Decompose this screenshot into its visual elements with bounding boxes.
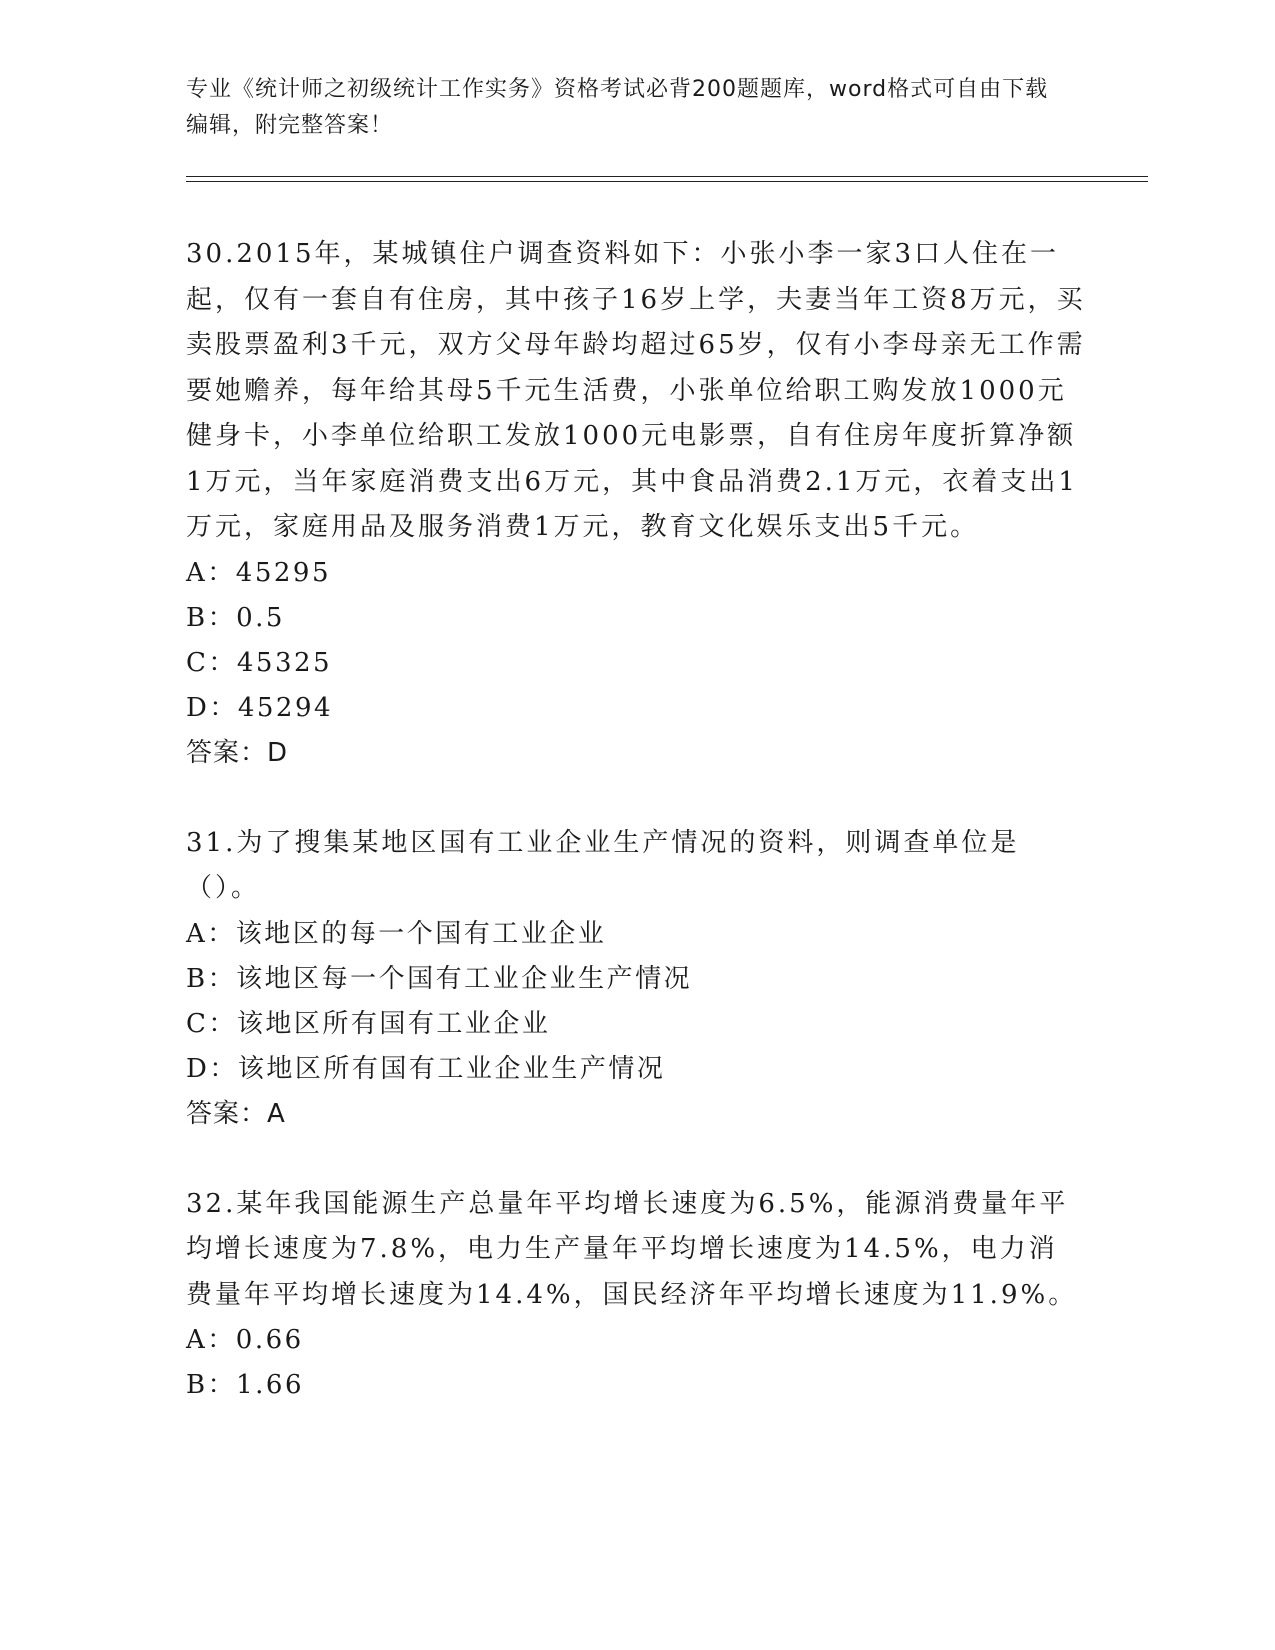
question-30: [186, 232, 1086, 776]
option-a: A：0.66: [186, 1325, 304, 1355]
question-32: [186, 1182, 1086, 1409]
option-a: A：45295: [186, 557, 331, 588]
header-rule-top: [186, 176, 1148, 177]
option-b: B：该地区每一个国有工业企业生产情况: [186, 963, 693, 994]
question-31: [186, 821, 1086, 1137]
spacer: [186, 1137, 1086, 1182]
option-b: B：0.5: [186, 602, 285, 633]
question-list: [186, 232, 1086, 1408]
document-header: 专业《统计师之初级统计工作实务》资格考试必背200题题库，word格式可自由下载编辑，附完整答案！: [186, 77, 1049, 138]
option-a: A：该地区的每一个国有工业企业: [186, 918, 607, 949]
option-c: C：45325: [186, 647, 333, 678]
question-text: 32.某年我国能源生产总量年平均增长速度为6.5%，能源消费量年平均增长速度为7.8%，电力生产量年平均增长速度为14.5%，电力消费量年平均增长速度为14.4%，国民经济年平均增长速度为11.9%。: [186, 1188, 1078, 1310]
option-b: B：1.66: [186, 1370, 304, 1400]
option-d: D：该地区所有国有工业企业生产情况: [186, 1053, 666, 1084]
answer: 答案：D: [186, 737, 289, 768]
question-text: 30.2015年，某城镇住户调查资料如下：小张小李一家3口人住在一起，仅有一套自有住房，其中孩子16岁上学，夫妻当年工资8万元，买卖股票盈利3千元，双方父母年龄均超过65岁，仅有小李母亲无工作需要她赡养，每年给其母5千元生活费，小张单位给职工购发放1000元健身卡，小李单位给职工发放1000元电影票，自有住房年度折算净额1万元，当年家庭消费支出6万元，其中食品消费2.1万元，衣着支出1万元，家庭用品及服务消费1万元，教育文化娱乐支出5千元。: [186, 239, 1086, 542]
header-rule-bottom: [186, 181, 1148, 182]
spacer: [186, 776, 1086, 821]
option-c: C：该地区所有国有工业企业: [186, 1008, 551, 1039]
question-text: 31.为了搜集某地区国有工业企业生产情况的资料，则调查单位是（）。: [186, 827, 1020, 903]
option-d: D：45294: [186, 692, 334, 723]
answer: 答案：A: [186, 1098, 286, 1129]
